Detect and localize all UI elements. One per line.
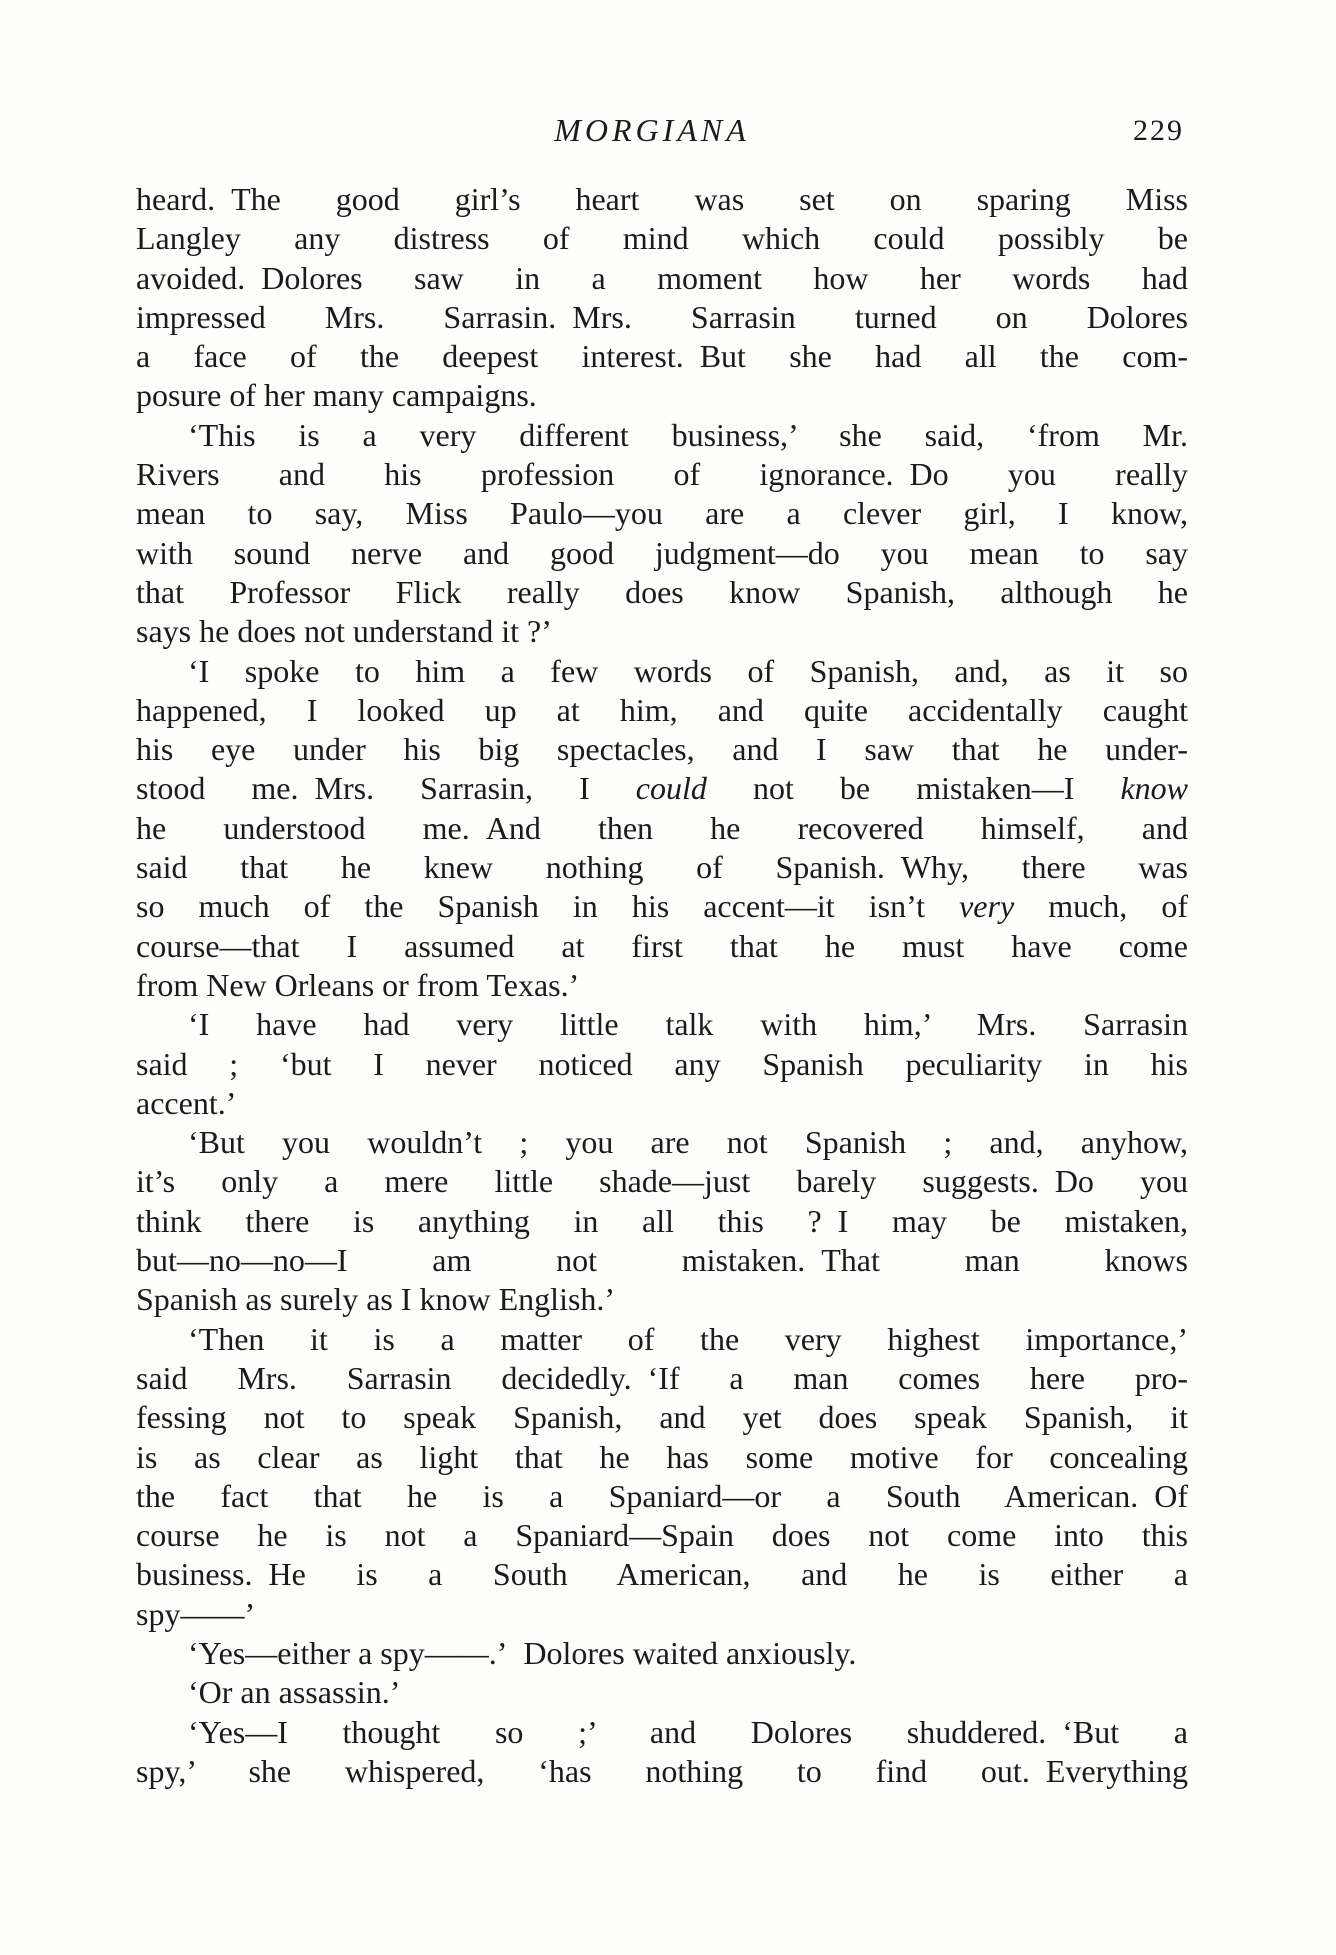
text-line: course he is not a Spaniard—Spain does not come into this	[136, 1517, 1188, 1554]
text-line: think there is anything in all this ? I may be mistaken,	[136, 1202, 1188, 1239]
text-line: that Professor Flick really does know Spanish, although he	[136, 573, 1188, 610]
text-line: so much of the Spanish in his accent—it isn’t very much, of	[136, 888, 1188, 925]
text-line: says he does not understand it ?’	[136, 613, 552, 650]
running-title: MORGIANA	[554, 112, 750, 148]
text-line: a face of the deepest interest. But she had all the com-	[136, 338, 1188, 375]
text-line: from New Orleans or from Texas.’	[136, 966, 580, 1003]
text-line: mean to say, Miss Paulo—you are a clever girl, I know,	[136, 495, 1188, 532]
text-line: Spanish as surely as I know English.’	[136, 1281, 616, 1318]
text-line: the fact that he is a Spaniard—or a South American. Of	[136, 1477, 1188, 1514]
text-line: ‘Yes—I thought so ;’ and Dolores shuddered. ‘But a	[188, 1713, 1188, 1750]
text-line: ‘Yes—either a spy——.’ Dolores waited anxiously.	[188, 1634, 857, 1671]
text-line: ‘I spoke to him a few words of Spanish, and, as it so	[188, 652, 1188, 689]
text-line: Rivers and his profession of ignorance. Do you really	[136, 456, 1188, 493]
text-line: it’s only a mere little shade—just barely suggests. Do you	[136, 1163, 1188, 1200]
text-line: is as clear as light that he has some motive for concealing	[136, 1438, 1188, 1475]
text-line: but—no—no—I am not mistaken. That man knows	[136, 1242, 1188, 1279]
text-line: stood me. Mrs. Sarrasin, I could not be mistaken—I know	[136, 770, 1188, 807]
page-number: 229	[1133, 114, 1184, 147]
text-line: ‘But you wouldn’t ; you are not Spanish ; and, anyhow,	[188, 1124, 1188, 1161]
text-line: business. He is a South American, and he is either a	[136, 1556, 1188, 1593]
text-line: happened, I looked up at him, and quite accidentally caught	[136, 691, 1188, 728]
text-line: with sound nerve and good judgment—do you mean to say	[136, 534, 1188, 571]
text-line: avoided. Dolores saw in a moment how her words had	[136, 259, 1188, 296]
text-line: said ; ‘but I never noticed any Spanish peculiarity in his	[136, 1045, 1188, 1082]
text-line: he understood me. And then he recovered himself, and	[136, 809, 1188, 846]
text-line: said that he knew nothing of Spanish. Why, there was	[136, 849, 1188, 886]
text-block	[136, 180, 1188, 1791]
page-header	[136, 112, 1188, 158]
text-line: his eye under his big spectacles, and I saw that he under-	[136, 731, 1188, 768]
text-line: Langley any distress of mind which could possibly be	[136, 220, 1188, 257]
text-line: spy——’	[136, 1595, 256, 1632]
text-line: spy,’ she whispered, ‘has nothing to find out. Everything	[136, 1752, 1188, 1789]
text-line: course—that I assumed at first that he must have come	[136, 927, 1188, 964]
text-line: accent.’	[136, 1084, 237, 1121]
text-line: impressed Mrs. Sarrasin. Mrs. Sarrasin turned on Dolores	[136, 298, 1188, 335]
text-line: heard. The good girl’s heart was set on sparing Miss	[136, 181, 1188, 217]
text-line: ‘This is a very different business,’ she said, ‘from Mr.	[188, 416, 1188, 453]
text-line: posure of her many campaigns.	[136, 377, 537, 414]
text-line: fessing not to speak Spanish, and yet does speak Spanish, it	[136, 1399, 1188, 1436]
text-line: ‘Or an assassin.’	[188, 1674, 401, 1711]
text-line: ‘I have had very little talk with him,’ Mrs. Sarrasin	[188, 1006, 1188, 1043]
text-line: said Mrs. Sarrasin decidedly. ‘If a man comes here pro-	[136, 1359, 1188, 1396]
text-line: ‘Then it is a matter of the very highest importance,’	[188, 1320, 1188, 1357]
